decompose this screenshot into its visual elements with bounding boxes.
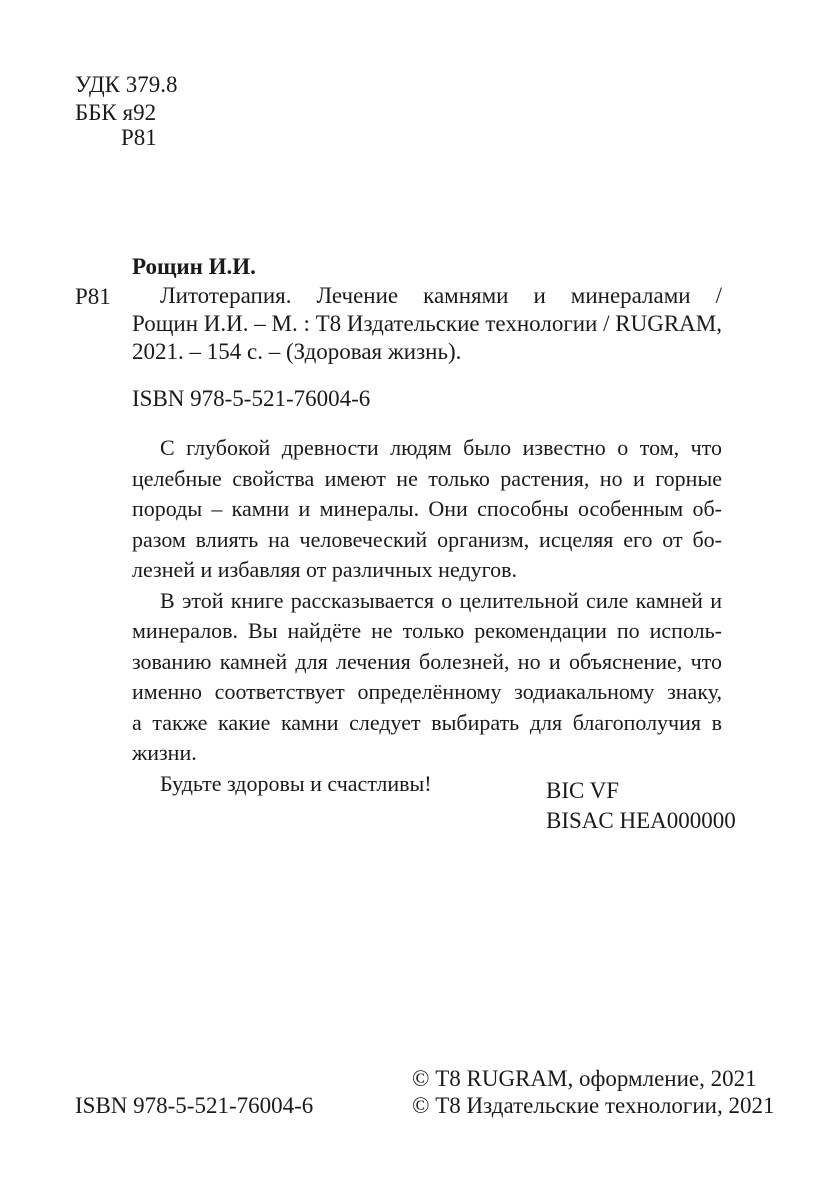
annotation-line: С глубокой древности людям было известно о том, что: [160, 435, 722, 460]
bbk-code: ББК я92: [75, 100, 157, 125]
copyright-line: © Т8 RUGRAM, оформление, 2021: [412, 1066, 757, 1091]
annotation-line: целебные свойства имеют не только растения, но и горные: [132, 465, 722, 491]
annotation-line: именно соответствует определённому зодиакальному знаку,: [132, 679, 722, 704]
annotation-line: зованию камней для лечения болезней, но и объяснение, что: [132, 648, 722, 674]
bibliographic-description: [132, 282, 722, 366]
isbn-footer: ISBN 978-5-521-76004-6: [75, 1093, 314, 1118]
bibliographic-line: Рощин И.И. – М. : Т8 Издательские технологии / RUGRAM,: [132, 311, 722, 336]
annotation-line: жизни.: [132, 740, 197, 765]
isbn: ISBN 978-5-521-76004-6: [132, 386, 371, 411]
annotation-line: породы – камни и минералы. Они способны особенным об-: [132, 496, 722, 521]
author-mark-bibliographic: Р81: [75, 284, 111, 309]
bibliographic-line: Литотерапия. Лечение камнями и минералами /: [160, 283, 722, 308]
author-name: Рощин И.И.: [132, 254, 256, 279]
annotation: [132, 433, 722, 799]
bic-code: BIC VF: [546, 778, 620, 803]
annotation-line: лезней и избавляя от различных недугов.: [132, 557, 517, 582]
annotation-line: разом влиять на человеческий организм, исцеляя его от бо-: [132, 526, 722, 552]
bibliographic-line: 2021. – 154 с. – (Здоровая жизнь).: [132, 339, 462, 364]
bisac-code: BISAC HEA000000: [546, 808, 736, 833]
annotation-line: а также какие камни следует выбирать для благополучия в: [132, 709, 722, 735]
annotation-line: В этой книге рассказывается о целительной силе камней и: [160, 587, 722, 613]
annotation-line: минералов. Вы найдёте не только рекомендации по исполь-: [132, 618, 722, 643]
author-mark: Р81: [121, 125, 157, 150]
annotation-line: Будьте здоровы и счастливы!: [160, 770, 432, 796]
copyright-line: © Т8 Издательские технологии, 2021: [412, 1093, 775, 1118]
udk-code: УДК 379.8: [75, 72, 178, 97]
